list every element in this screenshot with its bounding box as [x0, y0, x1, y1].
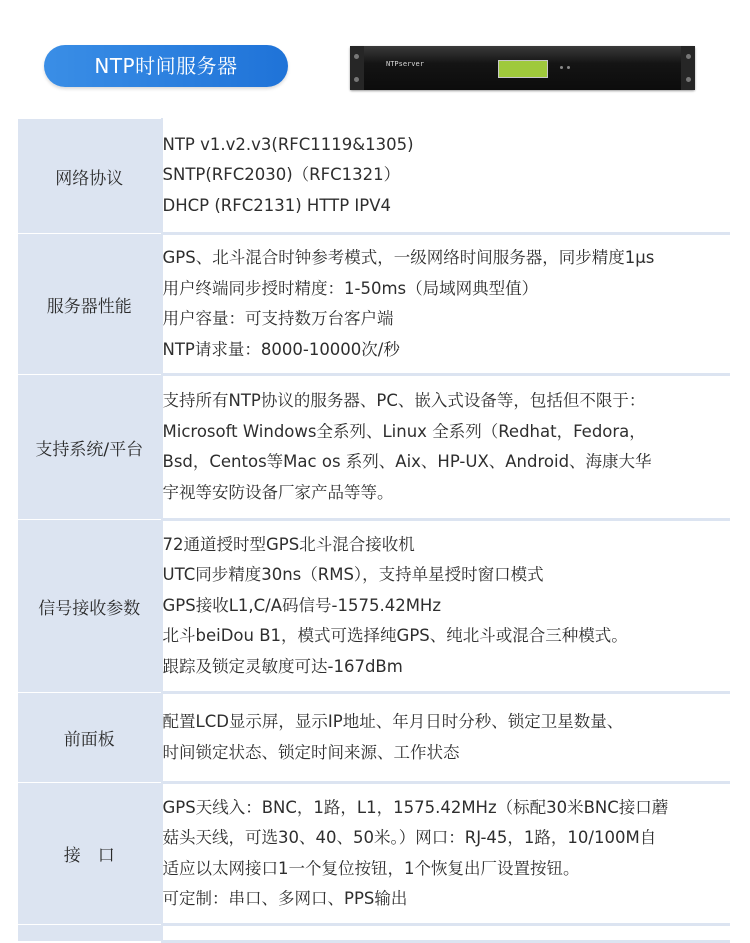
value-line: GPS接收L1,C/A码信号-1575.42MHz	[162, 595, 442, 615]
value-line: GPS、北斗混合时钟参考模式，一级网络时间服务器，同步精度1μs	[162, 248, 655, 267]
row-label: 接 口	[18, 783, 162, 925]
value-line: 跟踪及锁定灵敏度可达-167dBm	[162, 656, 403, 676]
value-line: 用户终端同步授时精度：1-50ms（局域网典型值）	[162, 278, 539, 298]
value-line: DHCP (RFC2131) HTTP IPV4	[162, 195, 391, 215]
spec-row-front-panel	[18, 693, 730, 783]
row-value	[162, 234, 730, 375]
value-line: 72通道授时型GPS北斗混合接收机	[162, 534, 415, 554]
value-line: 可定制：串口、多网口、PPS输出	[162, 889, 408, 908]
value-line: 北斗beiDou B1，模式可选择纯GPS、纯北斗或混合三种模式。	[162, 626, 628, 646]
value-line: 用户容量：可支持数万台客户端	[162, 309, 394, 328]
mount-hole	[354, 77, 359, 82]
spec-table	[17, 118, 730, 943]
row-label: 网络协议	[18, 119, 162, 234]
mount-hole	[686, 54, 691, 59]
ntp-server-device-image	[350, 46, 695, 90]
mount-hole	[686, 77, 691, 82]
value-line: NTP v1.v2.v3(RFC1119&1305)	[162, 134, 414, 154]
mount-hole	[354, 54, 359, 59]
row-label: 信号接收参数	[18, 520, 162, 693]
device-led	[560, 66, 563, 69]
rack-ear-right	[681, 46, 695, 90]
value-line: SNTP(RFC2030)（RFC1321）	[162, 165, 401, 185]
value-line: Bsd，Centos等Mac os 系列、Aix、HP-UX、Android、海康大华	[162, 452, 652, 471]
spec-row-network-protocol	[18, 119, 730, 234]
spec-row-interface	[18, 783, 730, 925]
value-line: 时间锁定状态、锁定时间来源、工作状态	[162, 742, 460, 762]
title-pill: NTP时间服务器	[44, 45, 288, 87]
value-line: NTP请求量：8000-10000次/秒	[162, 339, 400, 359]
spec-row-partial	[18, 925, 730, 942]
row-value	[162, 693, 730, 783]
value-line: Microsoft Windows全系列、Linux 全系列（Redhat，Fedora，	[162, 421, 646, 441]
row-value	[162, 119, 730, 234]
row-value	[162, 783, 730, 925]
value-line: UTC同步精度30ns（RMS），支持单星授时窗口模式	[162, 565, 544, 585]
row-label: 支持系统/平台	[18, 375, 162, 520]
device-brand-label: NTPserver	[386, 60, 424, 68]
row-label: 前面板	[18, 693, 162, 783]
value-line: 支持所有NTP协议的服务器、PC、嵌入式设备等，包括但不限于：	[162, 391, 646, 410]
value-line: 适应以太网接口1一个复位按钮，1个恢复出厂设置按钮。	[162, 858, 580, 878]
row-value	[162, 375, 730, 520]
row-label-empty	[18, 925, 162, 942]
value-line: 菇头天线，可选30、40、50米。）网口：RJ-45，1路，10/100M自	[162, 828, 657, 847]
spec-row-server-performance	[18, 234, 730, 375]
value-line: 宇视等安防设备厂家产品等等。	[162, 482, 394, 502]
device-led	[567, 66, 570, 69]
value-line: 配置LCD显示屏，显示IP地址、年月日时分秒、锁定卫星数量、	[162, 712, 624, 731]
rack-ear-left	[350, 46, 364, 90]
spec-row-signal-reception	[18, 520, 730, 693]
header	[0, 0, 750, 118]
value-line: GPS天线入：BNC，1路，L1，1575.42MHz（标配30米BNC接口蘑	[162, 797, 669, 817]
spec-row-supported-systems	[18, 375, 730, 520]
row-label: 服务器性能	[18, 234, 162, 375]
row-value-empty	[162, 925, 730, 942]
row-value	[162, 520, 730, 693]
device-lcd	[498, 60, 548, 78]
